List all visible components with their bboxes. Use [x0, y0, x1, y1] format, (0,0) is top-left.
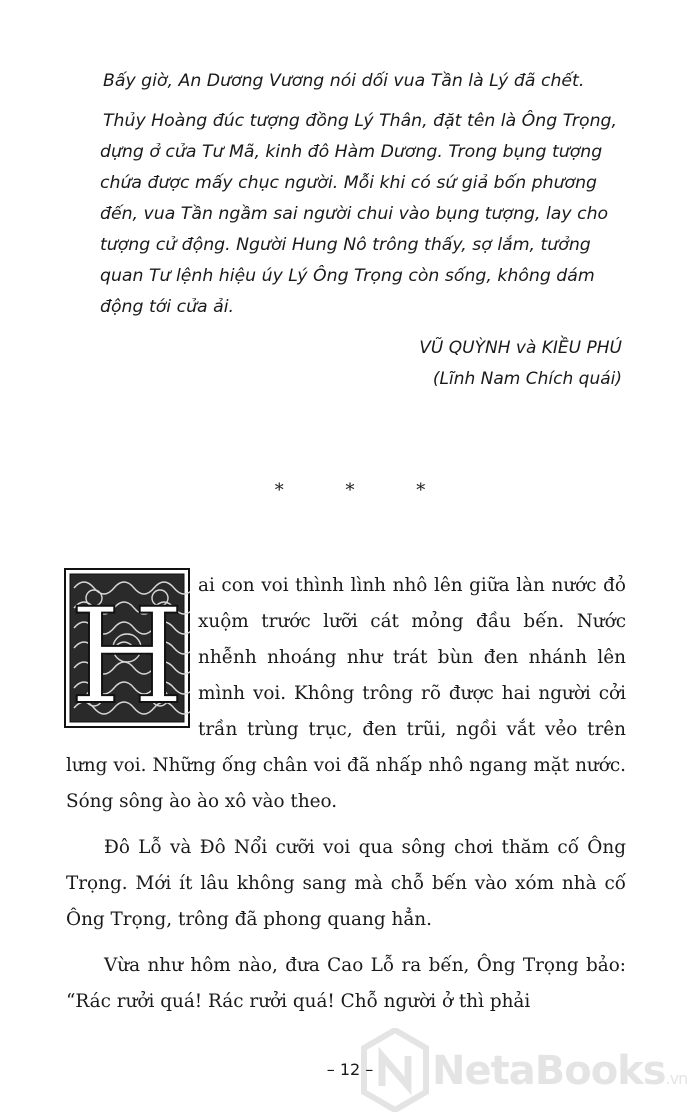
epigraph-source: (Lĩnh Nam Chích quái) [432, 369, 622, 389]
epigraph [100, 66, 625, 323]
watermark-suffix: .vn [665, 1069, 688, 1088]
chapter-paragraph: ai con voi thình lình nhô lên giữa làn nước đỏ xuộm trước lưỡi cát mỏng đầu bến. Nước nhễnh nhoáng như trát bùn đen nhánh lên mình voi. Không trông rõ được hai người cởi trần trùng trục, đen trũi, ngồi vắt vẻo trên lưng voi. Những ống chân voi đã nhấp nhô ngang mặt nước. Sóng sông ào ào xô vào theo. [66, 575, 626, 812]
section-separator: * * * [274, 480, 454, 501]
watermark-text [432, 1048, 687, 1094]
dropcap [64, 568, 190, 728]
epigraph-attribution [419, 333, 622, 395]
chapter-paragraph: Đô Lỗ và Đô Nổi cưỡi voi qua sông chơi thăm cố Ông Trọng. Mới ít lâu không sang mà chỗ bến vào xóm nhà cố Ông Trọng, trông đã phong quang hẳn. [66, 837, 626, 930]
epigraph-paragraph: Bấy giờ, An Dương Vương nói dối vua Tần là Lý đã chết. [103, 71, 585, 91]
watermark [360, 1028, 690, 1112]
chapter-paragraph: Vừa như hôm nào, đưa Cao Lỗ ra bến, Ông Trọng bảo: “Rác rưởi quá! Rác rưởi quá! Chỗ người ở thì phải [66, 955, 626, 1012]
chapter-body [66, 568, 626, 1020]
ornamental-dropcap-icon [64, 568, 190, 728]
brand-logo-icon [360, 1028, 430, 1112]
dropcap-letter: H [69, 580, 185, 728]
page-number: – 12 – [326, 1060, 374, 1079]
watermark-brand: NetaBooks [432, 1048, 666, 1094]
epigraph-author: VŨ QUỲNH và KIỀU PHÚ [419, 338, 622, 358]
epigraph-paragraph: Thủy Hoàng đúc tượng đồng Lý Thân, đặt tên là Ông Trọng, dựng ở cửa Tư Mã, kinh đô Hàm Dương. Trong bụng tượng chứa được mấy chục người. Mỗi khi có sứ giả bốn phương đến, vua Tần ngầm sai người chui vào bụng tượng, lay cho tượng cử động. Người Hung Nô trông thấy, sợ lắm, tưởng quan Tư lệnh hiệu úy Lý Ông Trọng còn sống, không dám động tới cửa ải. [100, 111, 618, 317]
